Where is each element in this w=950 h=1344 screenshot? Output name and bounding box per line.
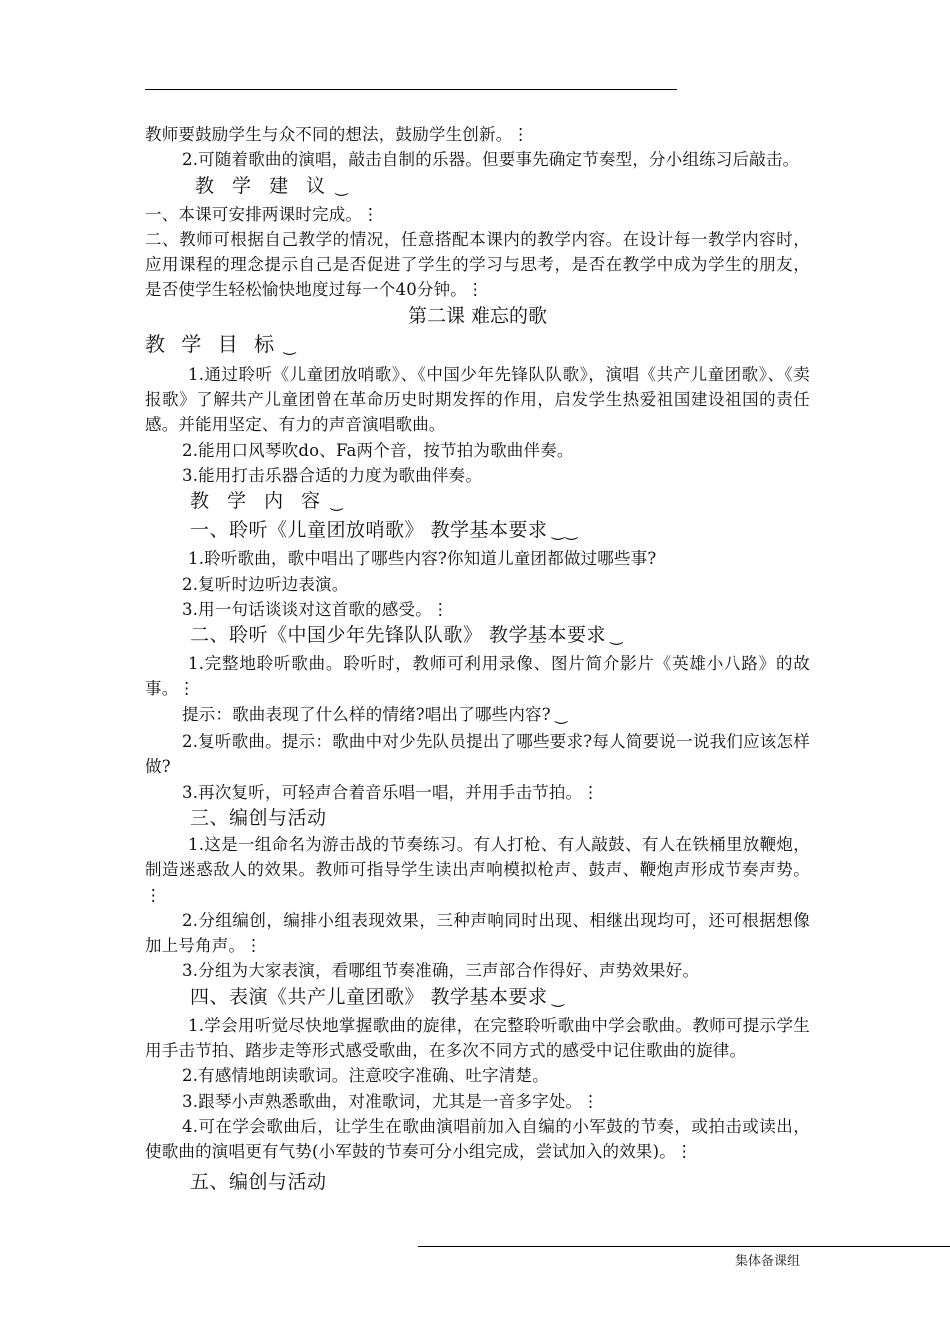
paragraph: 3.再次复听，可轻声合着音乐唱一唱，并用手击节拍。⋮ xyxy=(182,782,599,802)
heading-text: 二、聆听《中国少年先锋队队歌》 教学基本要求 xyxy=(190,624,607,647)
format-mark: ⏝ xyxy=(335,179,349,196)
paragraph: 2.能用口风琴吹do、Fa两个音，按节拍为歌曲伴奏。 xyxy=(182,440,574,460)
lesson-title: 第二课 难忘的歌 xyxy=(407,304,548,327)
format-mark: ⏝⏝ xyxy=(551,524,579,541)
paragraph: 二、教师可根据自己教学的情况，任意搭配本课内的教学内容。在设计每一教学内容时，应用课程的理念提示自己是否促进了学生的学习与思考，是否在教学中成为学生的朋友，是否使学生轻松愉快地度过每一个40分钟。⋮ xyxy=(145,229,810,300)
paragraph: 3.分组为大家表演，看哪组节奏准确，三声部合作得好、声势效果好。 xyxy=(182,961,700,981)
subsection-heading: 三、编创与活动 xyxy=(190,806,327,829)
paragraph: 1.这是一组命名为游击战的节奏练习。有人打枪、有人敲鼓、有人在铁桶里放鞭炮，制造迷惑敌人的效果。教师可指导学生读出声响模拟枪声、鼓声、鞭炮声形成节奏声势。⋮ xyxy=(145,834,810,905)
format-mark: ⏝ xyxy=(551,990,566,1007)
paragraph: 1.聆听歌曲，歌中唱出了哪些内容?你知道儿童团都做过哪些事? xyxy=(188,549,657,569)
paragraph: 1.完整地聆听歌曲。聆听时，教师可利用录像、图片简介影片《英雄小八路》的故事。⋮ xyxy=(145,654,810,699)
heading-text: 提示：歌曲表现了什么样的情绪?唱出了哪些内容? xyxy=(182,704,551,724)
subsection-heading xyxy=(145,622,810,651)
heading-text: 教 学 建 议 xyxy=(195,174,332,197)
heading-text: 一、聆听《儿童团放哨歌》 教学基本要求 xyxy=(190,519,548,542)
document-body xyxy=(145,122,810,1196)
section-heading xyxy=(145,173,810,202)
format-mark: ⏝ xyxy=(283,338,297,355)
paragraph: 3.跟琴小声熟悉歌曲，对准歌词，尤其是一音多字处。⋮ xyxy=(182,1091,599,1111)
paragraph: 1.通过聆听《儿童团放哨歌》、《中国少年先锋队队歌》，演唱《共产儿童团歌》、《卖报歌》了解共产儿童团曾在革命历史时期发挥的作用，启发学生热爱祖国建设祖国的责任感。并能用坚定、有力的声音演唱歌曲。 xyxy=(145,364,810,435)
paragraph: 3.能用打击乐器合适的力度为歌曲伴奏。 xyxy=(182,465,483,485)
footer-text: 集体备课组 xyxy=(735,1254,801,1269)
subsection-heading xyxy=(145,984,810,1013)
paragraph: 一、本课可安排两课时完成。⋮ xyxy=(145,204,379,224)
section-heading xyxy=(145,329,810,362)
heading-text: 四、表演《共产儿童团歌》 教学基本要求 xyxy=(190,985,548,1008)
heading-text: 教 学 目 标 xyxy=(145,331,280,356)
footer-rule xyxy=(418,1246,950,1247)
paragraph: 2.可随着歌曲的演唱，敲击自制的乐器。但要事先确定节奏型，分小组练习后敲击。 xyxy=(182,150,800,170)
format-mark: ⏝ xyxy=(554,707,569,724)
format-mark: ⏝ xyxy=(610,629,624,646)
section-heading xyxy=(145,488,810,517)
paragraph: 3.用一句话谈谈对这首歌的感受。⋮ xyxy=(182,599,449,619)
subsection-heading: 五、编创与活动 xyxy=(190,1170,327,1193)
paragraph: 教师要鼓励学生与众不同的想法，鼓励学生创新。⋮ xyxy=(145,125,530,144)
heading-text: 教 学 内 容 xyxy=(190,490,327,513)
paragraph: 2.分组编创，编排小组表现效果，三种声响同时出现、相继出现均可，还可根据想像加上号角声。⋮ xyxy=(145,910,810,956)
header-rule xyxy=(145,89,677,90)
paragraph xyxy=(145,702,810,729)
subsection-heading xyxy=(145,517,810,546)
paragraph: 2.复听时边听边表演。 xyxy=(182,574,349,594)
format-mark: ⏝ xyxy=(330,495,344,512)
paragraph: 2.复听歌曲。提示：歌曲中对少先队员提出了哪些要求?每人简要说一说我们应该怎样做? xyxy=(145,732,810,777)
paragraph: 2.有感情地朗读歌词。注意咬字准确、吐字清楚。 xyxy=(182,1066,549,1086)
paragraph: 4.可在学会歌曲后，让学生在歌曲演唱前加入自编的小军鼓的节奏，或拍击或读出，使歌曲的演唱更有气势(小军鼓的节奏可分小组完成，尝试加入的效果)。⋮ xyxy=(145,1116,810,1162)
paragraph: 1.学会用听觉尽快地掌握歌曲的旋律，在完整聆听歌曲中学会歌曲。教师可提示学生用手击节拍、踏步走等形式感受歌曲，在多次不同方式的感受中记住歌曲的旋律。 xyxy=(145,1015,810,1061)
